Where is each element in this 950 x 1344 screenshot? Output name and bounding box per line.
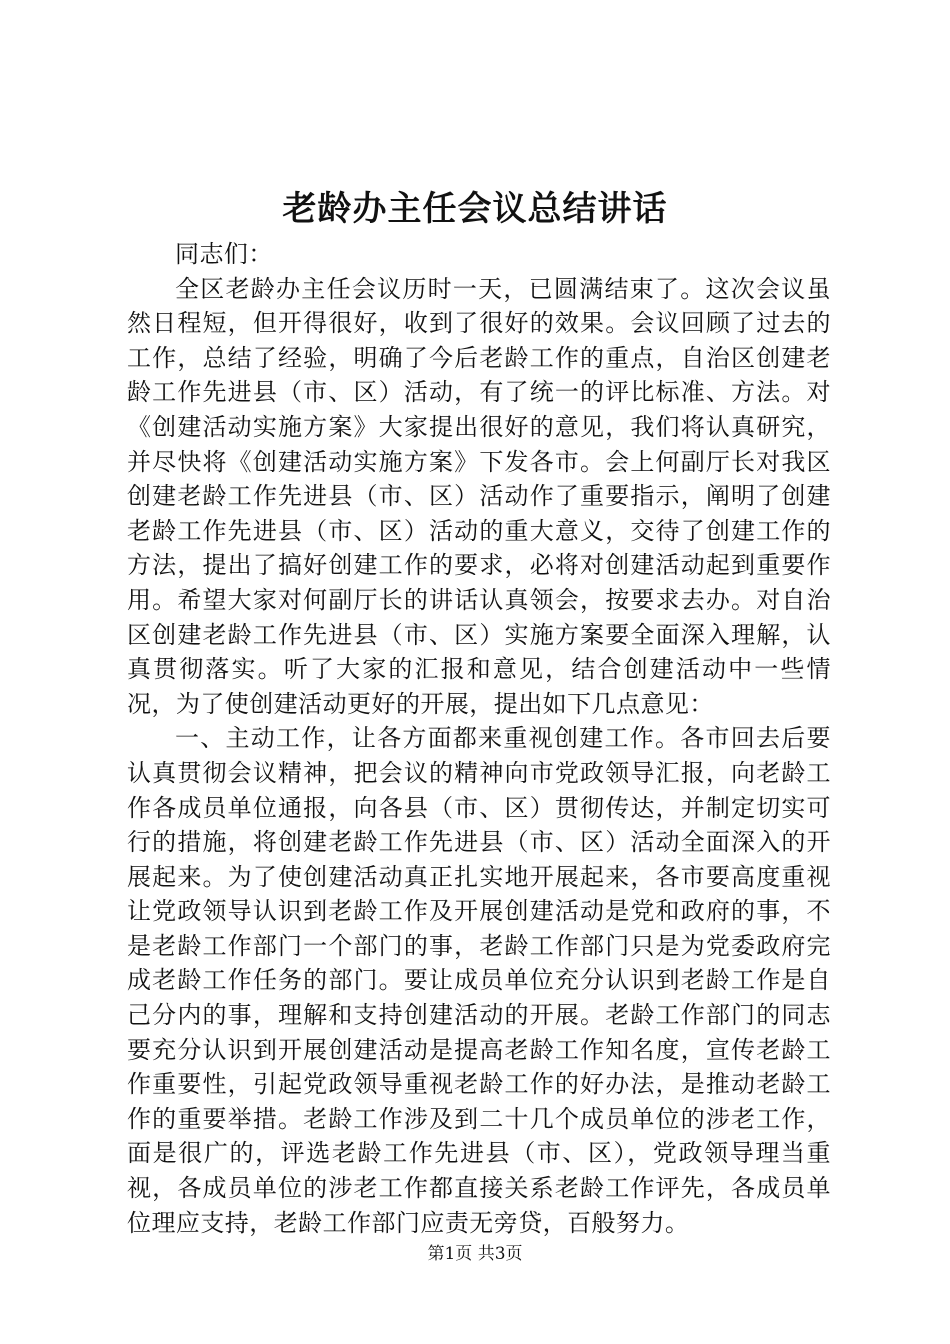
document-body: [127, 237, 831, 1240]
document-title: 老龄办主任会议总结讲话: [282, 189, 668, 229]
page-number-footer: 第1页 共3页: [427, 1244, 523, 1264]
salutation-paragraph: 同志们：: [175, 240, 273, 268]
intro-paragraph: 全区老龄办主任会议历时一天，已圆满结束了。这次会议虽然日程短，但开得很好，收到了很好的效果。会议回顾了过去的工作，总结了经验，明确了今后老龄工作的重点，自治区创建老龄工作先进县（市、区）活动，有了统一的评比标准、方法。对《创建活动实施方案》大家提出很好的意见，我们将认真研究，并尽快将《创建活动实施方案》下发各市。会上何副厅长对我区创建老龄工作先进县（市、区）活动作了重要指示，阐明了创建老龄工作先进县（市、区）活动的重大意义，交待了创建工作的方法，提出了搞好创建工作的要求，必将对创建活动起到重要作用。希望大家对何副厅长的讲话认真领会，按要求去办。对自治区创建老龄工作先进县（市、区）实施方案要全面深入理解，认真贯彻落实。听了大家的汇报和意见，结合创建活动中一些情况，为了使创建活动更好的开展，提出如下几点意见：: [127, 274, 831, 718]
point-one-paragraph: 一、主动工作，让各方面都来重视创建工作。各市回去后要认真贯彻会议精神，把会议的精神向市党政领导汇报，向老龄工作各成员单位通报，向各县（市、区）贯彻传达，并制定切实可行的措施，将创建老龄工作先进县（市、区）活动全面深入的开展起来。为了使创建活动真正扎实地开展起来，各市要高度重视让党政领导认识到老龄工作及开展创建活动是党和政府的事，不是老龄工作部门一个部门的事，老龄工作部门只是为党委政府完成老龄工作任务的部门。要让成员单位充分认识到老龄工作是自己分内的事，理解和支持创建活动的开展。老龄工作部门的同志要充分认识到开展创建活动是提高老龄工作知名度，宣传老龄工作重要性，引起党政领导重视老龄工作的好办法，是推动老龄工作的重要举措。老龄工作涉及到二十几个成员单位的涉老工作，面是很广的，评选老龄工作先进县（市、区），党政领导理当重视，各成员单位的涉老工作都直接关系老龄工作评先，各成员单位理应支持，老龄工作部门应责无旁贷，百般努力。: [127, 724, 831, 1237]
